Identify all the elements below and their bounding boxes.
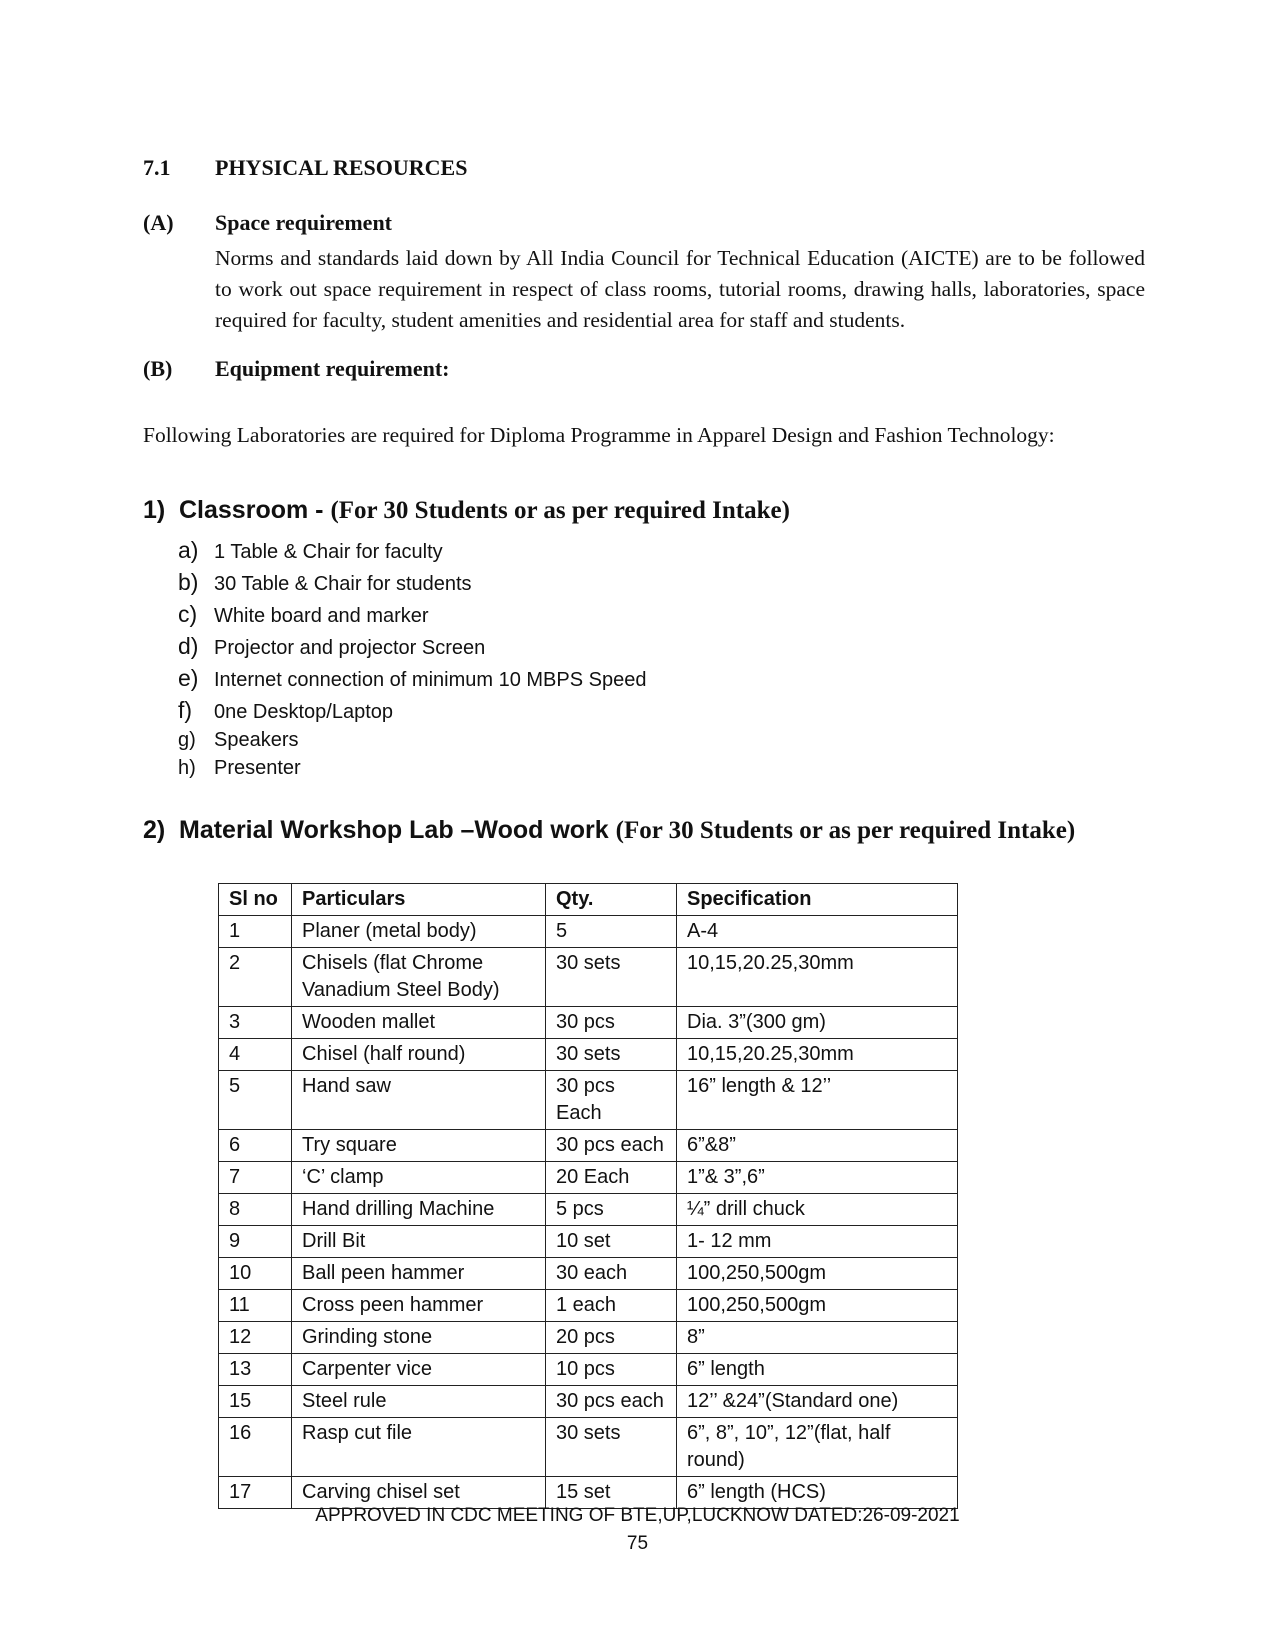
list-item	[178, 601, 646, 633]
list-item	[178, 537, 646, 569]
cell-particulars: Steel rule	[292, 1386, 546, 1418]
cell-qty: 5	[546, 916, 677, 948]
cell-particulars: Grinding stone	[292, 1322, 546, 1354]
table-row	[219, 1354, 958, 1386]
cell-specification: 6” length (HCS)	[677, 1477, 958, 1509]
cell-particulars: Drill Bit	[292, 1226, 546, 1258]
cell-specification: 8”	[677, 1322, 958, 1354]
classroom-number: 1)	[143, 496, 166, 524]
table-row	[219, 1386, 958, 1418]
classroom-list	[178, 537, 646, 785]
workshop-number: 2)	[143, 816, 166, 844]
table-row	[219, 1007, 958, 1039]
classroom-heading	[143, 496, 790, 525]
cell-sl-no: 7	[219, 1162, 292, 1194]
equipment-label: (B)	[143, 356, 173, 381]
table-row	[219, 1418, 958, 1477]
list-item-text: Speakers	[214, 729, 299, 751]
cell-sl-no: 4	[219, 1039, 292, 1071]
table-row	[219, 1194, 958, 1226]
table-row	[219, 1039, 958, 1071]
cell-specification: 6”, 8”, 10”, 12”(flat, half round)	[677, 1418, 958, 1477]
table-row	[219, 1477, 958, 1509]
cell-qty: 20 pcs	[546, 1322, 677, 1354]
cell-specification: A-4	[677, 916, 958, 948]
cell-specification: ¼” drill chuck	[677, 1194, 958, 1226]
cell-specification: 100,250,500gm	[677, 1290, 958, 1322]
list-item	[178, 665, 646, 697]
section-title: PHYSICAL RESOURCES	[215, 155, 468, 180]
page-number: 75	[626, 1533, 649, 1554]
list-item-text: White board and marker	[214, 605, 429, 627]
cell-specification: 16” length & 12’’	[677, 1071, 958, 1130]
cell-specification: 6”&8”	[677, 1130, 958, 1162]
section-number: 7.1	[143, 155, 171, 180]
list-item-text: 30 Table & Chair for students	[214, 573, 472, 595]
table-header-row	[219, 884, 958, 916]
workshop-heading	[143, 816, 1075, 845]
cell-qty: 30 pcs Each	[546, 1071, 677, 1130]
list-marker: a)	[178, 537, 199, 563]
equipment-table	[218, 883, 958, 1509]
classroom-title: Classroom -	[179, 496, 331, 524]
cell-qty: 10 pcs	[546, 1354, 677, 1386]
cell-sl-no: 12	[219, 1322, 292, 1354]
list-item	[178, 633, 646, 665]
cell-specification: 1”& 3”,6”	[677, 1162, 958, 1194]
list-marker: c)	[178, 601, 198, 627]
cell-sl-no: 6	[219, 1130, 292, 1162]
cell-particulars: ‘C’ clamp	[292, 1162, 546, 1194]
cell-qty: 20 Each	[546, 1162, 677, 1194]
table-row	[219, 1258, 958, 1290]
header-qty: Qty.	[546, 884, 677, 916]
cell-qty: 30 sets	[546, 948, 677, 1007]
table-row	[219, 1162, 958, 1194]
workshop-subtitle: (For 30 Students or as per required Intake)	[615, 817, 1076, 844]
equipment-heading	[143, 356, 449, 382]
space-label: (A)	[143, 210, 174, 235]
list-item	[178, 697, 646, 729]
cell-specification: 12’’ &24”(Standard one)	[677, 1386, 958, 1418]
cell-sl-no: 9	[219, 1226, 292, 1258]
cell-particulars: Chisels (flat Chrome Vanadium Steel Body)	[292, 948, 546, 1007]
list-item-text: Presenter	[214, 757, 301, 779]
cell-specification: 6” length	[677, 1354, 958, 1386]
cell-sl-no: 2	[219, 948, 292, 1007]
table-row	[219, 1322, 958, 1354]
table-row	[219, 1226, 958, 1258]
workshop-title: Material Workshop Lab –Wood work	[179, 816, 616, 844]
list-marker: h)	[178, 757, 196, 779]
cell-sl-no: 5	[219, 1071, 292, 1130]
cell-qty: 30 pcs each	[546, 1130, 677, 1162]
cell-qty: 1 each	[546, 1290, 677, 1322]
list-item	[178, 569, 646, 601]
list-marker: f)	[178, 697, 193, 723]
cell-specification: 1- 12 mm	[677, 1226, 958, 1258]
cell-particulars: Wooden mallet	[292, 1007, 546, 1039]
classroom-subtitle: (For 30 Students or as per required Intake)	[330, 497, 790, 524]
cell-particulars: Rasp cut file	[292, 1418, 546, 1477]
list-marker: b)	[178, 569, 199, 595]
table-row	[219, 1071, 958, 1130]
cell-specification: Dia. 3”(300 gm)	[677, 1007, 958, 1039]
cell-qty: 5 pcs	[546, 1194, 677, 1226]
header-particulars: Particulars	[292, 884, 546, 916]
cell-particulars: Hand saw	[292, 1071, 546, 1130]
cell-particulars: Cross peen hammer	[292, 1290, 546, 1322]
header-sl-no: Sl no	[219, 884, 292, 916]
cell-specification: 100,250,500gm	[677, 1258, 958, 1290]
table-row	[219, 916, 958, 948]
list-item-text: 0ne Desktop/Laptop	[214, 701, 394, 723]
approval-footer: APPROVED IN CDC MEETING OF BTE,UP,LUCKNOW DATED:26-09-2021	[315, 1505, 960, 1526]
section-heading	[143, 155, 467, 181]
cell-sl-no: 13	[219, 1354, 292, 1386]
list-item-text: 1 Table & Chair for faculty	[214, 541, 443, 563]
cell-sl-no: 15	[219, 1386, 292, 1418]
cell-specification: 10,15,20.25,30mm	[677, 1039, 958, 1071]
cell-sl-no: 8	[219, 1194, 292, 1226]
cell-qty: 15 set	[546, 1477, 677, 1509]
space-heading	[143, 210, 392, 236]
cell-sl-no: 1	[219, 916, 292, 948]
header-specification: Specification	[677, 884, 958, 916]
table-row	[219, 1130, 958, 1162]
list-item-text: Projector and projector Screen	[214, 637, 486, 659]
cell-specification: 10,15,20.25,30mm	[677, 948, 958, 1007]
labs-intro: Following Laboratories are required for Diploma Programme in Apparel Design and Fashion Technology:	[143, 423, 1055, 447]
table-row	[219, 1290, 958, 1322]
cell-particulars: Carving chisel set	[292, 1477, 546, 1509]
cell-particulars: Hand drilling Machine	[292, 1194, 546, 1226]
space-paragraph: Norms and standards laid down by All India Council for Technical Education (AICTE) are to be followed to work out space requirement in respect of class rooms, tutorial rooms, drawing halls, laboratories, space required for faculty, student amenities and residential area for staff and students.	[215, 246, 1145, 332]
list-marker: e)	[178, 665, 199, 691]
list-item-text: Internet connection of minimum 10 MBPS Speed	[214, 669, 647, 691]
list-marker: g)	[178, 729, 196, 751]
cell-particulars: Chisel (half round)	[292, 1039, 546, 1071]
cell-particulars: Carpenter vice	[292, 1354, 546, 1386]
cell-sl-no: 11	[219, 1290, 292, 1322]
cell-sl-no: 17	[219, 1477, 292, 1509]
cell-sl-no: 3	[219, 1007, 292, 1039]
list-item	[178, 757, 646, 785]
cell-sl-no: 16	[219, 1418, 292, 1477]
cell-qty: 10 set	[546, 1226, 677, 1258]
table-body	[219, 916, 958, 1509]
cell-particulars: Planer (metal body)	[292, 916, 546, 948]
list-marker: d)	[178, 633, 199, 659]
cell-qty: 30 pcs	[546, 1007, 677, 1039]
cell-qty: 30 sets	[546, 1418, 677, 1477]
cell-qty: 30 pcs each	[546, 1386, 677, 1418]
list-item	[178, 729, 646, 757]
equipment-title: Equipment requirement:	[215, 356, 450, 381]
cell-particulars: Ball peen hammer	[292, 1258, 546, 1290]
space-title: Space requirement	[215, 210, 392, 235]
cell-qty: 30 sets	[546, 1039, 677, 1071]
table-row	[219, 948, 958, 1007]
cell-particulars: Try square	[292, 1130, 546, 1162]
cell-sl-no: 10	[219, 1258, 292, 1290]
cell-qty: 30 each	[546, 1258, 677, 1290]
